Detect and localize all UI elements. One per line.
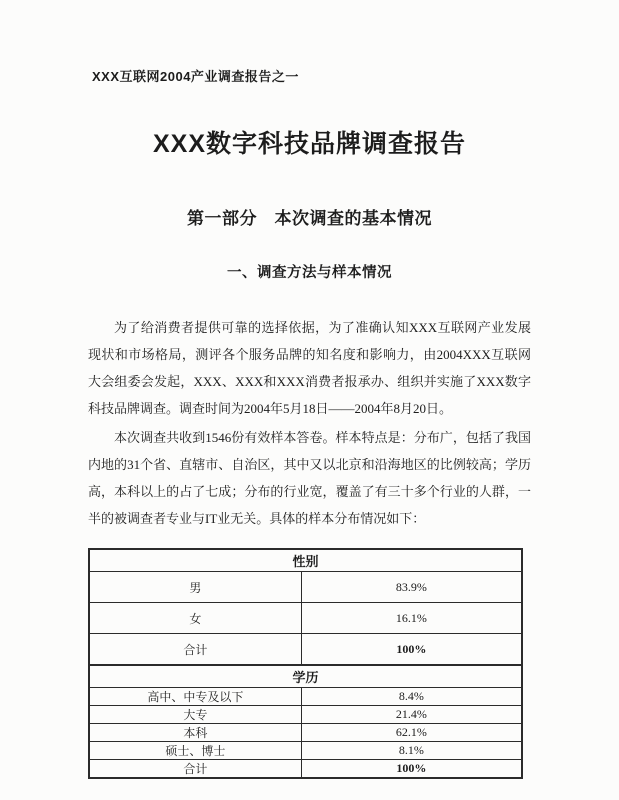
row-label: 女 bbox=[89, 603, 301, 634]
row-value: 62.1% bbox=[301, 724, 522, 742]
row-label: 本科 bbox=[89, 724, 301, 742]
table-row bbox=[89, 603, 522, 634]
row-label: 大专 bbox=[89, 706, 301, 724]
table-row bbox=[89, 572, 522, 603]
section-heading: 一、调查方法与样本情况 bbox=[227, 265, 392, 281]
row-label: 合计 bbox=[89, 760, 301, 779]
row-value: 83.9% bbox=[301, 572, 522, 603]
row-label: 合计 bbox=[89, 634, 301, 666]
table-section-title: 性别 bbox=[89, 549, 522, 572]
row-value: 8.4% bbox=[301, 688, 522, 706]
paragraph-survey-background: 为了给消费者提供可靠的选择依据，为了准确认知XXX互联网产业发展现状和市场格局，测评各个服务品牌的知名度和影响力，由2004XXX互联网大会组委会发起，XXX、XXX和XXX消费者报承办、组织并实施了XXX数字科技品牌调查。调查时间为2004年5月18日——2004年8月20日。 bbox=[88, 320, 531, 416]
row-value: 8.1% bbox=[301, 742, 522, 760]
table-row bbox=[89, 706, 522, 724]
row-label: 高中、中专及以下 bbox=[89, 688, 301, 706]
table-row bbox=[89, 742, 522, 760]
table-section-title: 学历 bbox=[89, 665, 522, 688]
table-section-header-education bbox=[89, 665, 522, 688]
row-value: 16.1% bbox=[301, 603, 522, 634]
paragraph-sample-characteristics: 本次调查共收到1546份有效样本答卷。样本特点是：分布广，包括了我国内地的31个省、直辖市、自治区，其中又以北京和沿海地区的比例较高；学历高，本科以上的占了七成；分布的行业宽，覆盖了有三十多个行业的人群，一半的被调查者专业与IT业无关。具体的样本分布情况如下： bbox=[88, 430, 531, 526]
row-value: 100% bbox=[301, 634, 522, 666]
table-row-total bbox=[89, 760, 522, 779]
table-section-header-gender bbox=[89, 549, 522, 572]
row-value: 21.4% bbox=[301, 706, 522, 724]
document-title: XXX数字科技品牌调查报告 bbox=[152, 130, 467, 158]
table-row bbox=[89, 724, 522, 742]
row-label: 男 bbox=[89, 572, 301, 603]
report-series-note: XXX互联网2004产业调查报告之一 bbox=[92, 69, 299, 84]
table-row-total bbox=[89, 634, 522, 666]
row-label: 硕士、博士 bbox=[89, 742, 301, 760]
row-value: 100% bbox=[301, 760, 522, 779]
part-heading: 第一部分 本次调查的基本情况 bbox=[187, 209, 432, 228]
table-row bbox=[89, 688, 522, 706]
sample-distribution-table bbox=[88, 548, 523, 779]
